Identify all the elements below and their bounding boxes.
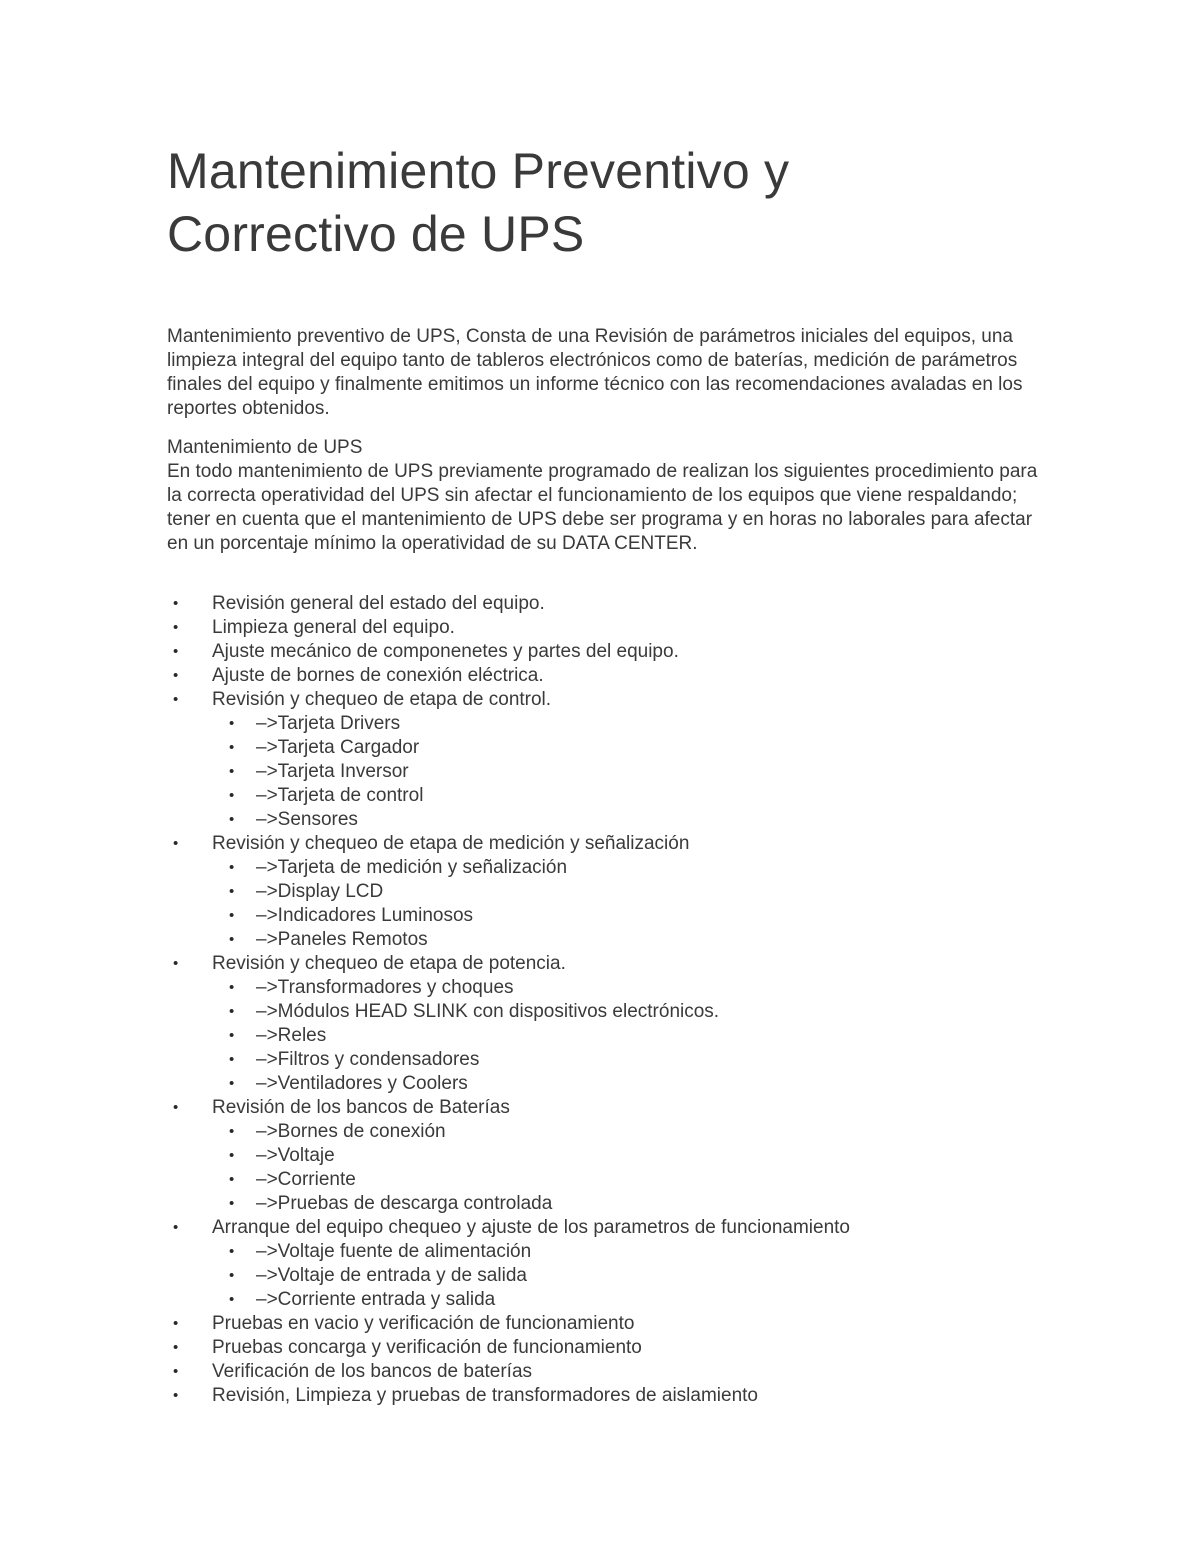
bullet-icon: • (229, 811, 235, 828)
bullet-icon: • (229, 1075, 235, 1092)
list-item-text: Revisión de los bancos de Baterías (212, 1097, 510, 1118)
sub-list-item-text: –>Tarjeta Inversor (256, 761, 409, 782)
sub-list-item-text: –>Filtros y condensadores (256, 1049, 480, 1070)
bullet-icon: • (229, 1147, 235, 1164)
sub-list (212, 856, 1047, 952)
list-item (167, 832, 1047, 952)
sub-list-item-text: –>Pruebas de descarga controlada (256, 1193, 553, 1214)
bullet-icon: • (229, 1195, 235, 1212)
sub-list-item-text: –>Sensores (256, 809, 358, 830)
sub-list-item-text: –>Módulos HEAD SLINK con dispositivos electrónicos. (256, 1001, 720, 1022)
sub-list-item (212, 1048, 1047, 1072)
sub-list-item (212, 976, 1047, 1000)
bullet-icon: • (173, 667, 179, 684)
list-item (167, 1336, 1047, 1360)
list-item-text: Revisión y chequeo de etapa de control. (212, 689, 552, 710)
list-item-text: Revisión general del estado del equipo. (212, 593, 545, 614)
sub-list-item (212, 1120, 1047, 1144)
list-item (167, 1360, 1047, 1384)
bullet-icon: • (229, 787, 235, 804)
sub-list-item (212, 784, 1047, 808)
sub-list-item-text: –>Tarjeta de control (256, 785, 424, 806)
bullet-icon: • (173, 1099, 179, 1116)
list-item-text: Revisión, Limpieza y pruebas de transformadores de aislamiento (212, 1385, 758, 1406)
bullet-icon: • (173, 619, 179, 636)
sub-list-item (212, 1240, 1047, 1264)
bullet-icon: • (229, 979, 235, 996)
bullet-icon: • (229, 1003, 235, 1020)
bullet-icon: • (229, 763, 235, 780)
intro-paragraph: Mantenimiento preventivo de UPS, Consta de una Revisión de parámetros iniciales del equipos, una limpieza integral del equipo tanto de tableros electrónicos como de baterías, medición de parámetros finales del equipo y finalmente emitimos un informe técnico con las recomendaciones avaladas en los reportes obtenidos. (167, 326, 1023, 419)
sub-list-item (212, 1144, 1047, 1168)
sub-list-item (212, 856, 1047, 880)
list-item (167, 592, 1047, 616)
sub-list-item-text: –>Voltaje de entrada y de salida (256, 1265, 527, 1286)
bullet-icon: • (173, 1315, 179, 1332)
bullet-icon: • (173, 1363, 179, 1380)
bullet-icon: • (229, 883, 235, 900)
bullet-icon: • (229, 715, 235, 732)
sub-list-item-text: –>Tarjeta de medición y señalización (256, 857, 568, 878)
bullet-icon: • (229, 931, 235, 948)
list-item-text: Verificación de los bancos de baterías (212, 1361, 533, 1382)
bullet-icon: • (229, 1027, 235, 1044)
list-item (167, 1312, 1047, 1336)
sub-list-item-text: –>Tarjeta Cargador (256, 737, 420, 758)
bullet-icon: • (173, 1339, 179, 1356)
bullet-icon: • (173, 1387, 179, 1404)
bullet-icon: • (229, 1243, 235, 1260)
bullet-icon: • (229, 1171, 235, 1188)
sub-list (212, 1240, 1047, 1312)
bullet-icon: • (229, 907, 235, 924)
procedure-list (167, 592, 1047, 1408)
bullet-icon: • (229, 1051, 235, 1068)
sub-list (212, 1120, 1047, 1216)
bullet-icon: • (229, 1267, 235, 1284)
list-item (167, 688, 1047, 832)
list-item-text: Ajuste mecánico de componenetes y partes del equipo. (212, 641, 679, 662)
sub-list-item-text: –>Transformadores y choques (256, 977, 514, 998)
sub-list-item (212, 1288, 1047, 1312)
sub-list-item-text: –>Voltaje fuente de alimentación (256, 1241, 532, 1262)
list-item (167, 1384, 1047, 1408)
list-item-text: Pruebas en vacio y verificación de funcionamiento (212, 1313, 635, 1334)
page-title-line-1: Mantenimiento Preventivo y (167, 143, 790, 199)
bullet-icon: • (229, 859, 235, 876)
sub-list-item-text: –>Corriente (256, 1169, 356, 1190)
sub-list-item (212, 1024, 1047, 1048)
sub-list-item-text: –>Indicadores Luminosos (256, 905, 474, 926)
list-item-text: Limpieza general del equipo. (212, 617, 455, 638)
section-heading: Mantenimiento de UPS (167, 437, 363, 458)
sub-list-item (212, 1000, 1047, 1024)
bullet-icon: • (173, 643, 179, 660)
list-item (167, 1096, 1047, 1216)
bullet-icon: • (229, 1291, 235, 1308)
sub-list (212, 976, 1047, 1096)
sub-list-item (212, 928, 1047, 952)
list-item-text: Revisión y chequeo de etapa de potencia. (212, 953, 566, 974)
sub-list-item (212, 712, 1047, 736)
sub-list-item-text: –>Corriente entrada y salida (256, 1289, 496, 1310)
list-item-text: Arranque del equipo chequeo y ajuste de los parametros de funcionamiento (212, 1217, 850, 1238)
sub-list-item-text: –>Ventiladores y Coolers (256, 1073, 468, 1094)
bullet-icon: • (173, 955, 179, 972)
sub-list-item (212, 1264, 1047, 1288)
page-title-line-2: Correctivo de UPS (167, 206, 585, 262)
bullet-icon: • (229, 1123, 235, 1140)
sub-list-item (212, 760, 1047, 784)
list-item (167, 1216, 1047, 1312)
list-item-text: Ajuste de bornes de conexión eléctrica. (212, 665, 544, 686)
list-item-text: Pruebas concarga y verificación de funcionamiento (212, 1337, 642, 1358)
sub-list-item-text: –>Display LCD (256, 881, 384, 902)
list-item (167, 640, 1047, 664)
sub-list-item (212, 1192, 1047, 1216)
bullet-icon: • (229, 739, 235, 756)
list-item-text: Revisión y chequeo de etapa de medición y señalización (212, 833, 690, 854)
sub-list-item-text: –>Paneles Remotos (256, 929, 428, 950)
maintenance-section (167, 436, 1047, 556)
sub-list (212, 712, 1047, 832)
sub-list-item-text: –>Voltaje (256, 1145, 335, 1166)
sub-list-item (212, 1168, 1047, 1192)
sub-list-item-text: –>Reles (256, 1025, 327, 1046)
page-title (167, 140, 1047, 266)
section-body: En todo mantenimiento de UPS previamente programado de realizan los siguientes procedimiento para la correcta operatividad del UPS sin afectar el funcionamiento de los equipos que viene respaldando; tener en cuenta que el mantenimiento de UPS debe ser programa y en horas no laborales para afectar en un porcentaje mínimo la operatividad de su DATA CENTER. (167, 461, 1038, 554)
sub-list-item (212, 880, 1047, 904)
sub-list-item (212, 904, 1047, 928)
list-item (167, 664, 1047, 688)
list-item (167, 616, 1047, 640)
sub-list-item (212, 736, 1047, 760)
bullet-icon: • (173, 835, 179, 852)
sub-list-item (212, 808, 1047, 832)
bullet-icon: • (173, 1219, 179, 1236)
sub-list-item-text: –>Tarjeta Drivers (256, 713, 401, 734)
bullet-icon: • (173, 691, 179, 708)
sub-list-item-text: –>Bornes de conexión (256, 1121, 446, 1142)
list-item (167, 952, 1047, 1096)
sub-list-item (212, 1072, 1047, 1096)
bullet-icon: • (173, 595, 179, 612)
